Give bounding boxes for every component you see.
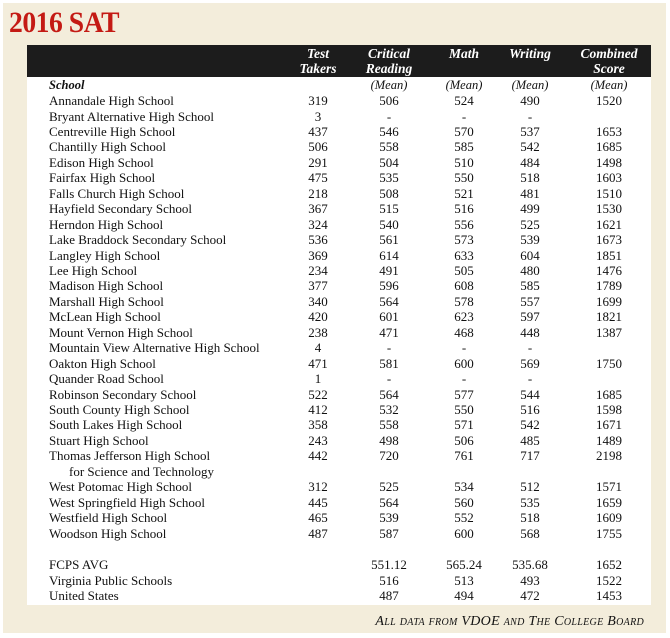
math-cell: 552: [454, 510, 474, 526]
table-row: [27, 325, 651, 340]
table-row: [27, 387, 651, 402]
header-critical-reading-line2: Reading: [365, 61, 413, 76]
test-takers-cell: 536: [308, 232, 328, 247]
test-takers-cell: 340: [308, 293, 328, 309]
combined-score-cell: 1685: [596, 139, 622, 155]
critical-reading-cell: 551.12: [371, 557, 407, 572]
school-name-cell: Falls Church High School: [49, 185, 185, 201]
combined-score-cell: 1789: [596, 278, 622, 294]
table-row: [27, 588, 651, 603]
source-footer: All data from VDOE and The College Board: [375, 614, 644, 629]
critical-reading-cell: 564: [379, 494, 399, 510]
test-takers-cell: [297, 557, 339, 572]
combined-score-cell: [580, 340, 638, 355]
writing-cell: 568: [520, 525, 540, 541]
critical-reading-cell: 491: [379, 262, 399, 278]
table-row: [27, 201, 651, 216]
test-takers-cell: 412: [308, 402, 328, 417]
test-takers-cell: 487: [308, 525, 328, 541]
test-takers-cell: 369: [308, 247, 328, 263]
critical-reading-cell: 471: [379, 324, 399, 340]
table-row: [27, 356, 651, 371]
header-test-takers-line2: Takers: [299, 61, 337, 76]
writing-cell: 542: [520, 139, 540, 155]
test-takers-cell: 4: [314, 340, 322, 356]
header-math-line1: Math: [448, 46, 479, 61]
writing-cell: 490: [520, 93, 540, 108]
school-name-cell: Marshall High School: [49, 293, 164, 309]
combined-score-cell: 1598: [596, 402, 622, 417]
header-combined-score: [571, 46, 647, 76]
table-row: [27, 278, 651, 293]
math-cell: 560: [454, 494, 474, 510]
table-row: [27, 186, 651, 201]
critical-reading-cell: 506: [379, 93, 399, 108]
writing-cell: 535: [520, 494, 540, 510]
table-row: [27, 309, 651, 324]
writing-cell: 604: [520, 247, 540, 263]
combined-score-cell: 1498: [596, 154, 622, 170]
combined-score-cell: 1387: [596, 324, 622, 340]
math-cell: 573: [454, 232, 474, 247]
test-takers-cell: 522: [308, 386, 328, 402]
school-name-cell: United States: [49, 587, 119, 603]
combined-score-cell: 1621: [596, 216, 622, 232]
critical-reading-cell: 561: [379, 232, 399, 247]
math-cell: 600: [454, 355, 474, 371]
critical-reading-cell: -: [386, 340, 392, 356]
critical-reading-cell: -: [386, 371, 392, 387]
critical-reading-cell: 535: [379, 170, 399, 186]
header-combined-line1: Combined: [580, 46, 638, 61]
writing-cell: 485: [520, 432, 540, 448]
math-cell: 524: [454, 93, 474, 108]
header-critical-reading: [357, 46, 421, 76]
critical-reading-cell: 515: [379, 201, 399, 217]
critical-reading-cell: 587: [379, 525, 399, 541]
math-cell: 550: [454, 402, 474, 417]
writing-cell: 542: [520, 417, 540, 433]
math-cell: 516: [454, 201, 474, 217]
school-name-cell: Robinson Secondary School: [49, 386, 197, 402]
critical-reading-cell: 508: [379, 185, 399, 201]
school-name-cell: Herndon High School: [49, 216, 164, 232]
math-cell: 550: [454, 170, 474, 186]
subheader-math-mean: (Mean): [445, 78, 483, 92]
combined-score-cell: 1652: [596, 557, 622, 572]
table-row: [27, 573, 651, 588]
combined-score-cell: 1685: [596, 386, 622, 402]
test-takers-cell: 324: [308, 216, 328, 232]
sat-table: [27, 45, 651, 605]
math-cell: 505: [454, 262, 474, 278]
writing-cell: 518: [520, 510, 540, 526]
school-name-cell: Bryant Alternative High School: [49, 108, 215, 124]
table-header: [27, 45, 651, 77]
test-takers-cell: 238: [308, 324, 328, 340]
subheader-writing-mean: (Mean): [511, 78, 549, 92]
school-name-cell: Thomas Jefferson High School: [49, 448, 211, 464]
combined-score-cell: 1603: [596, 170, 622, 186]
critical-reading-cell: 601: [379, 309, 399, 325]
critical-reading-cell: 516: [379, 572, 399, 588]
critical-reading-cell: 564: [379, 386, 399, 402]
school-name-cell: Annandale High School: [49, 93, 174, 108]
school-name-cell: Lee High School: [49, 262, 138, 278]
combined-score-cell: 1510: [596, 185, 622, 201]
test-takers-cell: 437: [308, 123, 328, 139]
critical-reading-cell: 532: [379, 402, 399, 417]
table-row: [27, 93, 651, 108]
writing-cell: 539: [520, 232, 540, 247]
critical-reading-cell: 720: [379, 448, 399, 464]
math-cell: 468: [454, 324, 474, 340]
combined-score-cell: 1453: [596, 587, 622, 603]
test-takers-cell: 442: [308, 448, 328, 464]
writing-cell: 472: [520, 587, 540, 603]
combined-score-cell: 1699: [596, 293, 622, 309]
test-takers-cell: 475: [308, 170, 328, 186]
combined-score-cell: 1489: [596, 432, 622, 448]
page-title: 2016 SAT: [9, 6, 120, 39]
critical-reading-cell: 558: [379, 417, 399, 433]
table-row: [27, 448, 651, 463]
school-name-cell: South County High School: [49, 402, 190, 417]
table-row-continuation: [27, 464, 651, 479]
test-takers-cell: 465: [308, 510, 328, 526]
critical-reading-cell: 558: [379, 139, 399, 155]
critical-reading-cell: 539: [379, 510, 399, 526]
critical-reading-cell: 564: [379, 293, 399, 309]
table-row: [27, 495, 651, 510]
school-name-cell: Mount Vernon High School: [49, 324, 193, 340]
school-name-cell: South Lakes High School: [49, 417, 183, 433]
writing-cell: 544: [520, 386, 540, 402]
table-row: [27, 417, 651, 432]
table-row: [27, 124, 651, 139]
school-name-cell: West Potomac High School: [49, 479, 193, 495]
test-takers-cell: 1: [314, 371, 322, 387]
writing-cell: 537: [520, 123, 540, 139]
school-name-cell: Langley High School: [49, 247, 161, 263]
math-cell: 608: [454, 278, 474, 294]
table-row: [27, 263, 651, 278]
test-takers-cell: 445: [308, 494, 328, 510]
critical-reading-cell: 525: [379, 479, 399, 495]
school-name-cell: Virginia Public Schools: [49, 572, 173, 588]
writing-cell: 484: [520, 154, 540, 170]
math-cell: -: [461, 371, 467, 387]
combined-score-cell: 1673: [596, 232, 622, 247]
test-takers-cell: 291: [308, 154, 328, 170]
combined-score-cell: 1609: [596, 510, 622, 526]
writing-cell: 525: [520, 216, 540, 232]
test-takers-cell: 319: [308, 93, 328, 108]
math-cell: 521: [454, 185, 474, 201]
writing-cell: 585: [520, 278, 540, 294]
math-cell: 556: [454, 216, 474, 232]
critical-reading-cell: 504: [379, 154, 399, 170]
sat-panel: [3, 3, 666, 633]
school-name-cell: Fairfax High School: [49, 170, 156, 186]
header-test-takers-line1: Test: [306, 46, 329, 61]
combined-score-cell: 1522: [596, 572, 622, 588]
subheader-cr-mean: (Mean): [370, 78, 408, 92]
critical-reading-cell: -: [386, 108, 392, 124]
table-row: [27, 217, 651, 232]
math-cell: 494: [454, 587, 474, 603]
school-name-cell: McLean High School: [49, 309, 161, 325]
table-row: [27, 479, 651, 494]
critical-reading-cell: 540: [379, 216, 399, 232]
math-cell: 600: [454, 525, 474, 541]
test-takers-cell: 377: [308, 278, 328, 294]
test-takers-cell: 218: [308, 185, 328, 201]
table-row: [27, 109, 651, 124]
school-name-cell: Quander Road School: [49, 371, 164, 387]
test-takers-cell: [297, 588, 339, 603]
writing-cell: 597: [520, 309, 540, 325]
writing-cell: 499: [520, 201, 540, 217]
math-cell: 534: [454, 479, 474, 495]
math-cell: -: [461, 108, 467, 124]
combined-score-cell: 1520: [596, 93, 622, 108]
school-name-cell: Madison High School: [49, 278, 164, 294]
test-takers-cell: 234: [308, 262, 328, 278]
test-takers-cell: 506: [308, 139, 328, 155]
school-name-cell: Woodson High School: [49, 525, 167, 541]
header-combined-line2: Score: [593, 61, 625, 76]
school-name-cell: Stuart High School: [49, 432, 149, 448]
math-cell: 506: [454, 432, 474, 448]
combined-score-cell: [580, 109, 638, 124]
school-name-cell-line2: for Science and Technology: [69, 463, 215, 479]
table-row: [27, 294, 651, 309]
school-name-cell: FCPS AVG: [49, 557, 109, 572]
math-cell: 577: [454, 386, 474, 402]
writing-cell: 569: [520, 355, 540, 371]
combined-score-cell: 1571: [596, 479, 622, 495]
school-name-cell: Mountain View Alternative High School: [49, 340, 260, 356]
writing-cell: 557: [520, 293, 540, 309]
math-cell: 578: [454, 293, 474, 309]
math-cell: 513: [454, 572, 474, 588]
combined-score-cell: 1659: [596, 494, 622, 510]
test-takers-cell: 358: [308, 417, 328, 433]
combined-score-cell: [580, 371, 638, 386]
writing-cell: 480: [520, 262, 540, 278]
writing-cell: 516: [520, 402, 540, 417]
test-takers-cell: [297, 573, 339, 588]
writing-cell: 448: [520, 324, 540, 340]
writing-cell: -: [527, 108, 533, 124]
test-takers-cell: 243: [308, 432, 328, 448]
school-name-cell: Edison High School: [49, 154, 154, 170]
table-row: [27, 248, 651, 263]
table-row: [27, 170, 651, 185]
combined-score-cell: 1671: [596, 417, 622, 433]
combined-score-cell: 1750: [596, 355, 622, 371]
math-cell: 565.24: [446, 557, 482, 572]
header-critical-reading-line1: Critical: [367, 46, 410, 61]
combined-score-cell: 1851: [596, 247, 622, 263]
table-row: [27, 155, 651, 170]
school-name-cell: Oakton High School: [49, 355, 156, 371]
test-takers-cell: 312: [308, 479, 328, 495]
writing-cell: 512: [520, 479, 540, 495]
header-test-takers: [295, 46, 341, 76]
critical-reading-cell: 596: [379, 278, 399, 294]
table-row: [27, 340, 651, 355]
math-cell: 633: [454, 247, 474, 263]
table-row: [27, 371, 651, 386]
critical-reading-cell: 498: [379, 432, 399, 448]
test-takers-cell: 3: [314, 108, 322, 124]
test-takers-cell: 367: [308, 201, 328, 217]
subheader-combined-mean: (Mean): [590, 78, 628, 92]
writing-cell: -: [527, 371, 533, 387]
writing-cell: 535.68: [512, 557, 548, 572]
table-row: [27, 557, 651, 572]
combined-score-cell: 1530: [596, 201, 622, 217]
header-writing: [498, 46, 562, 61]
school-name-cell: Westfield High School: [49, 510, 168, 526]
school-name-cell: Centreville High School: [49, 123, 176, 139]
school-name-cell: Chantilly High School: [49, 139, 166, 155]
table-row: [27, 510, 651, 525]
combined-score-cell: 2198: [596, 448, 622, 464]
combined-score-cell: 1821: [596, 309, 622, 325]
writing-cell: 493: [520, 572, 540, 588]
writing-cell: 518: [520, 170, 540, 186]
header-writing-line1: Writing: [509, 46, 551, 61]
table-row: [27, 402, 651, 417]
combined-score-cell: 1476: [596, 262, 622, 278]
combined-score-cell: 1653: [596, 123, 622, 139]
combined-score-cell: 1755: [596, 525, 622, 541]
math-cell: -: [461, 340, 467, 356]
writing-cell: 481: [520, 185, 540, 201]
table-row: [27, 139, 651, 154]
math-cell: 571: [454, 417, 474, 433]
math-cell: 761: [454, 448, 474, 464]
header-math: [434, 46, 494, 61]
table-row: [27, 526, 651, 541]
school-name-cell: Lake Braddock Secondary School: [49, 232, 227, 247]
math-cell: 570: [454, 123, 474, 139]
math-cell: 510: [454, 154, 474, 170]
critical-reading-cell: 581: [379, 355, 399, 371]
school-name-cell: Hayfield Secondary School: [49, 201, 192, 217]
table-row: [27, 232, 651, 247]
writing-cell: -: [527, 340, 533, 356]
critical-reading-cell: 487: [379, 587, 399, 603]
test-takers-cell: 420: [308, 309, 328, 325]
writing-cell: 717: [520, 448, 540, 464]
critical-reading-cell: 546: [379, 123, 399, 139]
school-name-cell: West Springfield High School: [49, 494, 206, 510]
subheader-school: School: [49, 78, 85, 92]
table-row: [27, 433, 651, 448]
critical-reading-cell: 614: [379, 247, 399, 263]
math-cell: 623: [454, 309, 474, 325]
math-cell: 585: [454, 139, 474, 155]
test-takers-cell: 471: [308, 355, 328, 371]
